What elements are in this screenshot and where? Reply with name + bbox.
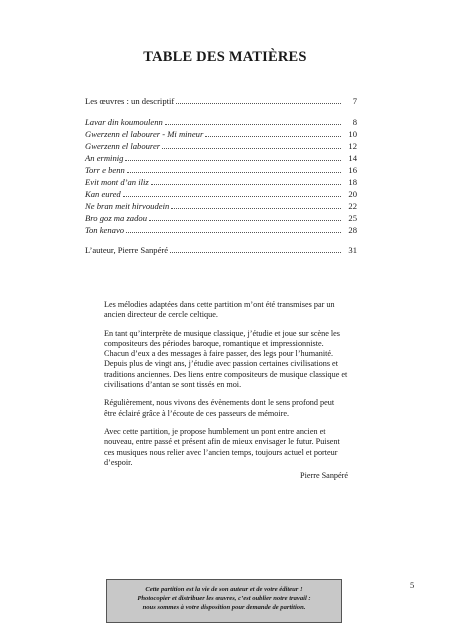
dot-leader (170, 251, 341, 253)
toc-entry-page: 12 (348, 141, 357, 151)
author-signature: Pierre Sanpéré (300, 471, 348, 481)
notice-line-3: nous sommes à votre disposition pour demande de partition. (142, 604, 306, 611)
dot-leader (176, 102, 341, 104)
intro-paragraph-2: En tant qu’interprète de musique classique, j’étudie et joue sur scène les compositeurs des périodes baroque, romantique et impressionniste. Chacun d’eux a des messages à faire passer, des legs pour l’humanité. Depuis plus de vingt ans, j’étudie avec passion certaines civilisations et traditions anciennes. Des liens entre compositeurs de musique classique et civilisations d’antan se sont tissés en moi. (104, 328, 348, 390)
toc-entry (85, 152, 357, 164)
toc-entry (85, 116, 357, 128)
toc-entry-page: 20 (348, 189, 357, 199)
intro-paragraph-1: Les mélodies adaptées dans cette partition m’ont été transmises par un ancien directeur de cercle celtique. (104, 300, 335, 320)
notice-line-1: Cette partition est la vie de son auteur et de votre éditeur ! (145, 586, 303, 593)
toc-entry-title: Les œuvres : un descriptif (85, 96, 175, 106)
toc-entry-page: 28 (348, 225, 357, 235)
toc-entry-page: 14 (348, 153, 357, 163)
dot-leader (205, 135, 341, 137)
toc-entry-title: Bro goz ma zadou (85, 213, 147, 223)
toc-entry-title: Kan eured (85, 189, 121, 199)
toc-entry-page: 31 (348, 245, 357, 255)
copyright-notice-box (106, 579, 342, 623)
dot-leader (162, 147, 341, 149)
toc-entry-title: Ne bran meit hirvoudein (85, 201, 170, 211)
toc-entry-title: Ton kenavo (85, 225, 125, 235)
toc-entry (85, 224, 357, 236)
toc-entry (85, 164, 357, 176)
toc-entry (85, 212, 357, 224)
notice-line-2: Photocopier et distribuer les œuvres, c’est oublier notre travail : (137, 595, 311, 602)
dot-leader (151, 183, 341, 185)
toc-entry-title: An erminig (85, 153, 124, 163)
dot-leader (126, 231, 341, 233)
toc-entry (85, 244, 357, 256)
toc-entry-title: Lavar din koumoulenn (85, 117, 163, 127)
dot-leader (165, 123, 341, 125)
toc-entry-title: Gwerzenn el labourer (85, 141, 161, 151)
page-number: 5 (410, 580, 415, 590)
toc-entry (85, 188, 357, 200)
toc-entry-title: Torr e benn (85, 165, 125, 175)
dot-leader (127, 171, 341, 173)
toc-entry-page: 16 (348, 165, 357, 175)
toc-entry (85, 95, 357, 107)
toc-entry-page: 7 (352, 96, 357, 106)
toc-entry (85, 176, 357, 188)
toc-entry (85, 140, 357, 152)
page-title: TABLE DES MATIÈRES (143, 49, 307, 65)
toc-entry-page: 18 (348, 177, 357, 187)
toc-entry-page: 22 (348, 201, 357, 211)
intro-paragraph-4: Avec cette partition, je propose humblement un pont entre ancien et nouveau, entre passé et présent afin de mieux envisager le futur. Puisent ces musiques nous relier avec l’ancien temps, toujours actuel et porteur d’espoir. (104, 426, 340, 467)
dot-leader (125, 159, 341, 161)
toc-entry-title: L’auteur, Pierre Sanpéré (85, 245, 169, 255)
toc-entry-title: Evit mont d’an iliz (85, 177, 149, 187)
toc-entry-title: Gwerzenn el labourer - Mi mineur (85, 129, 204, 139)
introduction-text (104, 300, 348, 489)
toc-entry-page: 8 (352, 117, 357, 127)
table-of-contents (85, 95, 357, 256)
dot-leader (123, 195, 341, 197)
dot-leader (171, 207, 341, 209)
toc-entry (85, 128, 357, 140)
toc-entry (85, 200, 357, 212)
intro-paragraph-3: Régulièrement, nous vivons des évènements dont le sens profond peut être éclairé grâce à l’écoute de ces passeurs de mémoire. (104, 398, 335, 418)
dot-leader (149, 219, 341, 221)
toc-entry-page: 10 (348, 129, 357, 139)
toc-entry-page: 25 (348, 213, 357, 223)
